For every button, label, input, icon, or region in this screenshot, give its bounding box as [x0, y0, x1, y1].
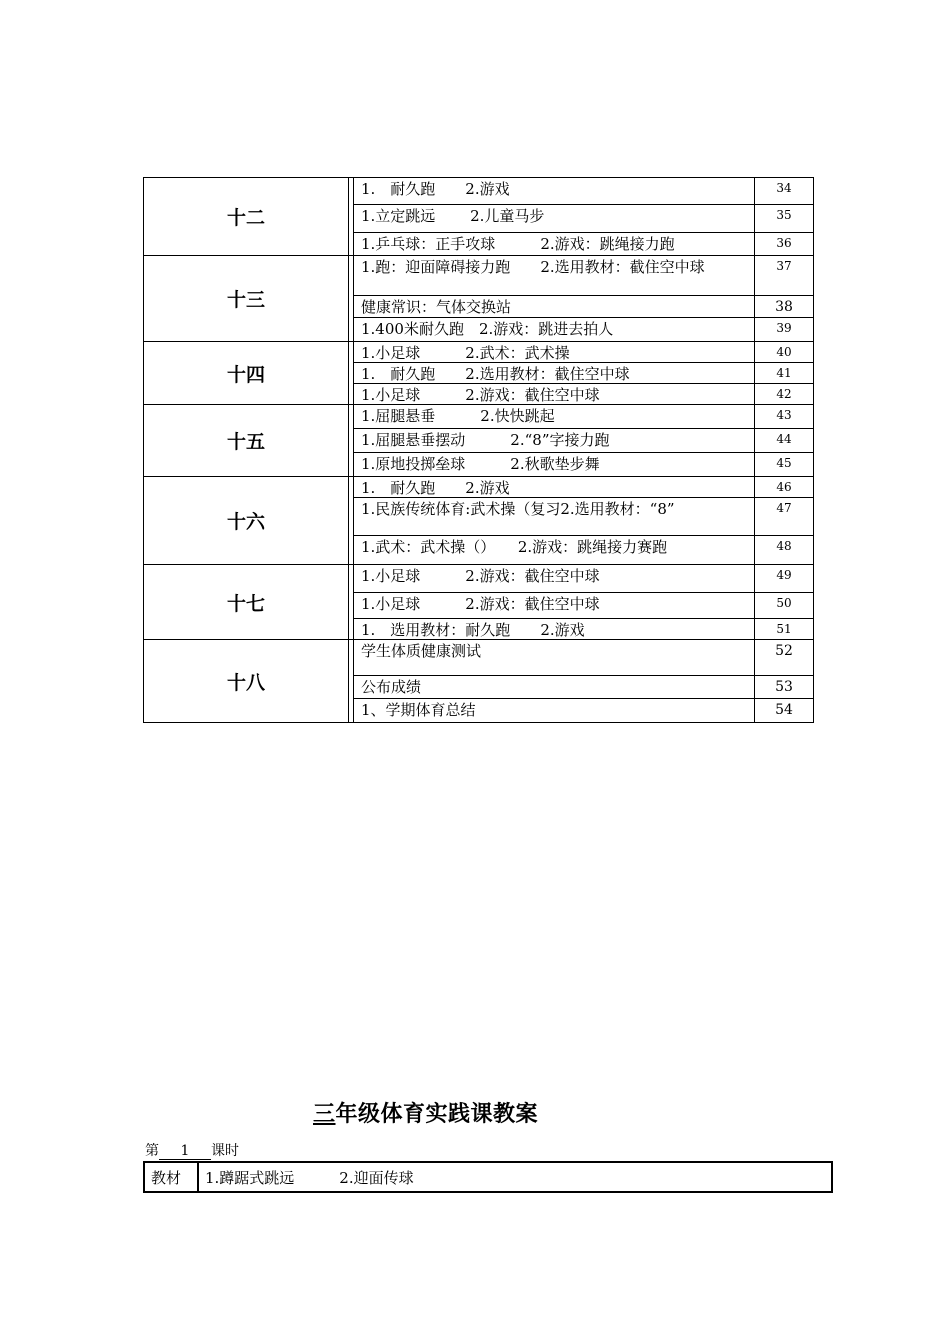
- lesson-number: 42: [755, 384, 814, 405]
- lesson-number: 49: [755, 565, 814, 593]
- lesson-number: 37: [755, 256, 814, 296]
- table-row: [144, 342, 814, 363]
- lesson-number: 52: [755, 640, 814, 676]
- table-row: [144, 477, 814, 498]
- lesson-content: 1.民族传统体育:武术操（复习2.选用教材：“8”: [354, 498, 755, 536]
- lesson-number: 39: [755, 318, 814, 342]
- lesson-content: 公布成绩: [354, 676, 755, 699]
- lesson-number: 36: [755, 233, 814, 256]
- lesson-content: 1、学期体育总结: [354, 699, 755, 723]
- teaching-schedule-table: [143, 177, 814, 723]
- lesson-content: 1.400米耐久跑 2.游戏：跳进去拍人: [354, 318, 755, 342]
- lesson-number: 38: [755, 296, 814, 318]
- lesson-content: 1. 耐久跑 2.游戏: [354, 178, 755, 205]
- lesson-content: 1.原地投掷垒球 2.秋歌垫步舞: [354, 453, 755, 477]
- lesson-number: 51: [755, 619, 814, 640]
- lesson-content: 1.屈腿悬垂摆动 2.“8”字接力跑: [354, 429, 755, 453]
- table-row: [144, 256, 814, 296]
- week-label: 十六: [144, 477, 349, 565]
- lesson-number: 48: [755, 536, 814, 565]
- table-row: [144, 1162, 832, 1192]
- title-grade-char: 三: [313, 1102, 336, 1127]
- lesson-content: 1.小足球 2.游戏：截住空中球: [354, 593, 755, 619]
- table-row: [144, 405, 814, 429]
- material-label: 教材: [144, 1162, 198, 1192]
- lesson-content: 1.小足球 2.武术：武术操: [354, 342, 755, 363]
- lesson-number: 41: [755, 363, 814, 384]
- lesson-number: 43: [755, 405, 814, 429]
- week-label: 十五: [144, 405, 349, 477]
- lesson-content: 1.小足球 2.游戏：截住空中球: [354, 565, 755, 593]
- period-number: 1: [159, 1143, 211, 1160]
- lesson-content: 1.屈腿悬垂 2.快快跳起: [354, 405, 755, 429]
- lesson-number: 45: [755, 453, 814, 477]
- lesson-number: 50: [755, 593, 814, 619]
- material-value: 1.蹲踞式跳远 2.迎面传球: [198, 1162, 832, 1192]
- lesson-number: 34: [755, 178, 814, 205]
- week-label: 十八: [144, 640, 349, 723]
- lesson-content: 1.武术：武术操（） 2.游戏：跳绳接力赛跑: [354, 536, 755, 565]
- table-row: [144, 640, 814, 676]
- lesson-content: 1.小足球 2.游戏：截住空中球: [354, 384, 755, 405]
- lesson-number: 46: [755, 477, 814, 498]
- lesson-number: 40: [755, 342, 814, 363]
- lesson-period: 第 1 课时: [145, 1143, 239, 1159]
- table-row: [144, 178, 814, 205]
- week-label: 十三: [144, 256, 349, 342]
- lesson-content: 1.跑：迎面障碍接力跑 2.选用教材：截住空中球: [354, 256, 755, 296]
- lesson-plan-table: [143, 1161, 833, 1193]
- lesson-number: 44: [755, 429, 814, 453]
- lesson-content: 1. 选用教材：耐久跑 2.游戏: [354, 619, 755, 640]
- lesson-number: 47: [755, 498, 814, 536]
- lesson-content: 健康常识：气体交换站: [354, 296, 755, 318]
- lesson-content: 1. 耐久跑 2.选用教材：截住空中球: [354, 363, 755, 384]
- table-row: [144, 565, 814, 593]
- lesson-number: 53: [755, 676, 814, 699]
- lesson-number: 35: [755, 205, 814, 233]
- lesson-plan-title: [313, 1097, 538, 1128]
- title-text: 年级体育实践课教案: [335, 1102, 539, 1127]
- week-label: 十七: [144, 565, 349, 640]
- lesson-content: 1.立定跳远 2.儿童马步: [354, 205, 755, 233]
- lesson-content: 学生体质健康测试: [354, 640, 755, 676]
- week-label: 十四: [144, 342, 349, 405]
- lesson-number: 54: [755, 699, 814, 723]
- week-label: 十二: [144, 178, 349, 256]
- lesson-content: 1. 耐久跑 2.游戏: [354, 477, 755, 498]
- lesson-content: 1.乒乓球：正手攻球 2.游戏：跳绳接力跑: [354, 233, 755, 256]
